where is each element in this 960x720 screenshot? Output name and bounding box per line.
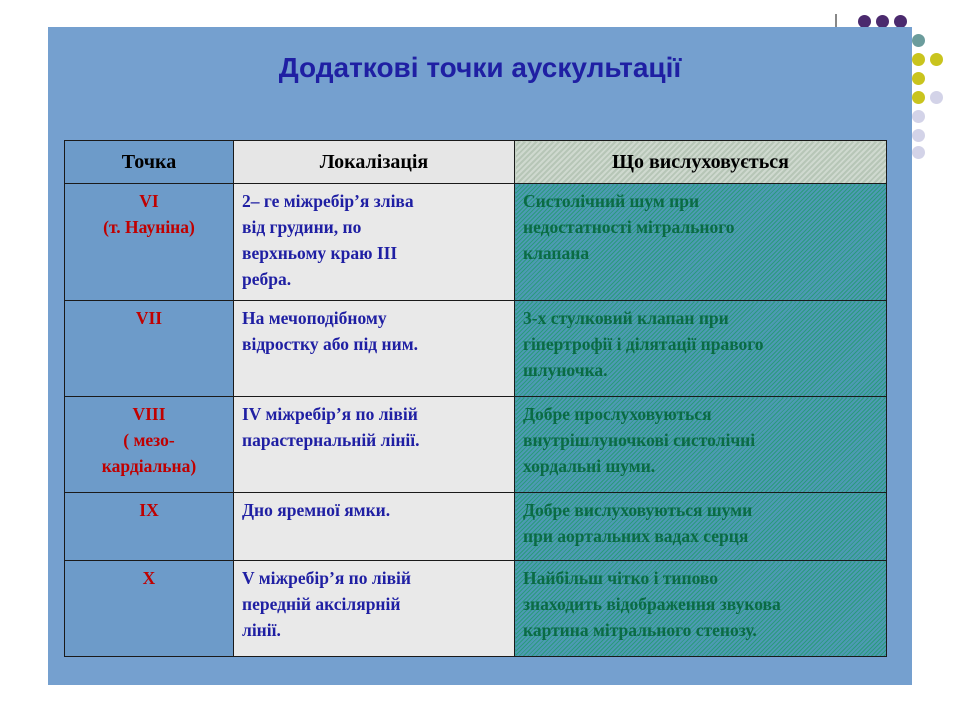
decorative-dot (912, 91, 925, 104)
decorative-dot (912, 53, 925, 66)
localization-cell (234, 493, 515, 561)
cell-text-line: ребра. (242, 269, 292, 289)
table-row (65, 493, 887, 561)
point-cell (65, 397, 234, 493)
cell-text-line: Добре прослуховуються (523, 404, 712, 424)
cell-text-line: VI (139, 191, 159, 211)
table-row (65, 184, 887, 301)
heard-cell (515, 301, 887, 397)
cell-text-line: гіпертрофії і ділятації правого (523, 334, 764, 354)
cell-text-line: передній аксілярній (242, 594, 401, 614)
header-point: Точка (65, 141, 234, 184)
decorative-dot (930, 53, 943, 66)
localization-cell (234, 561, 515, 657)
cell-text-line: VII (135, 308, 163, 328)
cell-text-line: хордальні шуми. (523, 456, 656, 476)
cell-text-line: На мечоподібному (242, 308, 387, 328)
cell-text-line: 3-х стулковий клапан при (523, 308, 729, 328)
decorative-dot (930, 91, 943, 104)
heard-cell (515, 397, 887, 493)
cell-text-line: Найбільш чітко і типово (523, 568, 718, 588)
auscultation-table (64, 140, 887, 657)
cell-text-line: клапана (523, 243, 590, 263)
heard-cell (515, 493, 887, 561)
decorative-dot (912, 72, 925, 85)
cell-text-line: парастернальній лінії. (242, 430, 420, 450)
header-heard: Що вислуховується (515, 141, 887, 184)
point-cell (65, 184, 234, 301)
heard-cell (515, 184, 887, 301)
cell-text-line: VIII (132, 404, 166, 424)
point-cell (65, 301, 234, 397)
cell-text-line: внутрішлуночкові систолічні (523, 430, 756, 450)
cell-text-line: V міжребір’я по лівій (242, 568, 411, 588)
table-header-row (65, 141, 887, 184)
cell-text-line: Дно яремної ямки. (242, 500, 391, 520)
cell-text-line: IX (139, 500, 159, 520)
slide-title: Додаткові точки аускультації (278, 52, 682, 83)
cell-text-line: від грудини, по (242, 217, 362, 237)
cell-text-line: при аортальних вадах серця (523, 526, 749, 546)
cell-text-line: X (142, 568, 156, 588)
decorative-dot (912, 34, 925, 47)
cell-text-line: Систолічний шум при (523, 191, 700, 211)
localization-cell (234, 397, 515, 493)
cell-text-line: 2– ге міжребір’я зліва (242, 191, 414, 211)
cell-text-line: лінії. (242, 620, 281, 640)
point-cell (65, 561, 234, 657)
decorative-dot (912, 129, 925, 142)
decorative-dot (912, 146, 925, 159)
decorative-dot (912, 110, 925, 123)
cell-text-line: кардіальна) (101, 456, 197, 476)
cell-text-line: шлуночка. (523, 360, 608, 380)
heard-cell (515, 561, 887, 657)
localization-cell (234, 301, 515, 397)
table-row (65, 301, 887, 397)
cell-text-line: верхньому краю ІІІ (242, 243, 398, 263)
cell-text-line: відростку або під ним. (242, 334, 418, 354)
header-localization: Локалізація (234, 141, 515, 184)
localization-cell (234, 184, 515, 301)
table-row (65, 397, 887, 493)
cell-text-line: ( мезо- (123, 430, 175, 450)
table-row (65, 561, 887, 657)
cell-text-line: IV міжребір’я по лівій (242, 404, 418, 424)
point-cell (65, 493, 234, 561)
cell-text-line: знаходить відображення звукова (523, 594, 781, 614)
cell-text-line: (т. Науніна) (103, 217, 195, 237)
cell-text-line: Добре вислуховуються шуми (523, 500, 753, 520)
cell-text-line: картина мітрального стенозу. (523, 620, 757, 640)
cell-text-line: недостатності мітрального (523, 217, 735, 237)
